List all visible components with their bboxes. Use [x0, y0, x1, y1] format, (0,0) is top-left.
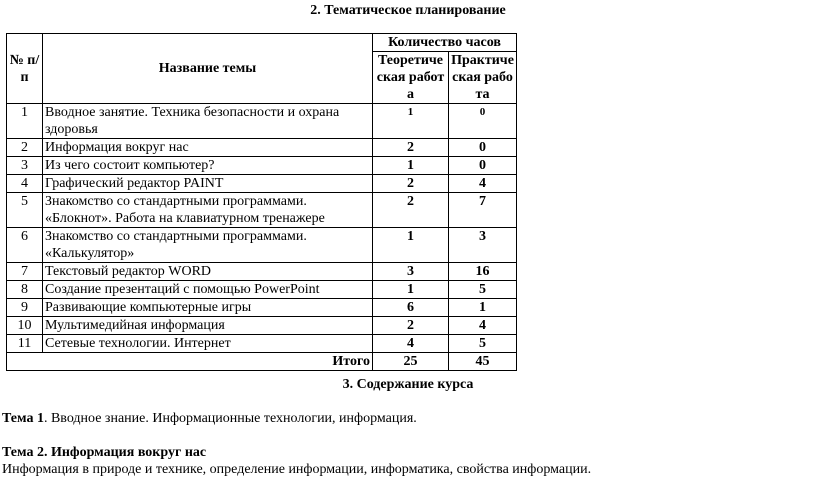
header-num: № п/п — [7, 34, 43, 104]
row-practice: 1 — [449, 299, 517, 317]
row-num: 3 — [7, 157, 43, 175]
table-row — [7, 335, 517, 353]
row-theory: 4 — [373, 335, 449, 353]
table-row — [7, 139, 517, 157]
row-num: 10 — [7, 317, 43, 335]
topic-1 — [2, 411, 417, 427]
row-name: Сетевые технологии. Интернет — [43, 335, 373, 353]
row-name: Вводное занятие. Техника безопасности и охрана здоровья — [43, 104, 373, 139]
header-hours: Количество часов — [373, 34, 517, 52]
row-name: Мультимедийная информация — [43, 317, 373, 335]
row-practice: 0 — [449, 139, 517, 157]
row-theory: 1 — [373, 157, 449, 175]
row-num: 2 — [7, 139, 43, 157]
row-num: 5 — [7, 193, 43, 228]
table-row — [7, 299, 517, 317]
total-practice: 45 — [449, 353, 517, 371]
row-name: Развивающие компьютерные игры — [43, 299, 373, 317]
table-row — [7, 317, 517, 335]
table-row — [7, 281, 517, 299]
row-theory: 6 — [373, 299, 449, 317]
header-theory-label: Теоретическая работа — [376, 53, 445, 102]
row-num: 1 — [7, 104, 43, 139]
row-practice: 5 — [449, 335, 517, 353]
row-practice: 4 — [449, 317, 517, 335]
row-num: 4 — [7, 175, 43, 193]
header-name: Название темы — [43, 34, 373, 104]
row-name: Знакомство со стандартными программами. «Калькулятор» — [43, 228, 373, 263]
row-num: 9 — [7, 299, 43, 317]
row-name: Из чего состоит компьютер? — [43, 157, 373, 175]
topic-1-text: . Вводное знание. Информационные технологии, информация. — [43, 411, 417, 426]
table-row — [7, 104, 517, 139]
table-row — [7, 175, 517, 193]
header-practice — [449, 52, 517, 104]
row-practice: 3 — [449, 228, 517, 263]
header-theory — [373, 52, 449, 104]
row-name: Текстовый редактор WORD — [43, 263, 373, 281]
topic-2-title — [2, 445, 206, 461]
row-num: 8 — [7, 281, 43, 299]
row-theory: 3 — [373, 263, 449, 281]
plan-heading: 2. Тематическое планирование — [310, 3, 506, 18]
row-num: 7 — [7, 263, 43, 281]
row-name: Графический редактор PAINT — [43, 175, 373, 193]
content-heading-text: 3. Содержание курса — [342, 377, 474, 392]
total-label: Итого — [7, 353, 373, 371]
table-row — [7, 157, 517, 175]
topic-2-text: Информация в природе и технике, определение информации, информатика, свойства информации. — [2, 462, 592, 477]
table-body — [7, 104, 517, 353]
row-name: Информация вокруг нас — [43, 139, 373, 157]
row-theory: 2 — [373, 317, 449, 335]
row-practice: 4 — [449, 175, 517, 193]
topic-1-label: Тема 1 — [2, 411, 44, 426]
row-practice: 0 — [449, 157, 517, 175]
table-row — [7, 228, 517, 263]
row-name: Создание презентаций с помощью PowerPoint — [43, 281, 373, 299]
row-practice: 7 — [449, 193, 517, 228]
table-row — [7, 263, 517, 281]
header-practice-label: Практическая работа — [451, 53, 514, 102]
total-theory: 25 — [373, 353, 449, 371]
row-num: 11 — [7, 335, 43, 353]
row-theory: 2 — [373, 175, 449, 193]
row-theory: 1 — [373, 281, 449, 299]
row-theory: 2 — [373, 193, 449, 228]
row-practice: 0 — [449, 104, 517, 139]
row-num: 6 — [7, 228, 43, 263]
row-theory: 2 — [373, 139, 449, 157]
row-practice: 16 — [449, 263, 517, 281]
row-name: Знакомство со стандартными программами. «Блокнот». Работа на клавиатурном тренажере — [43, 193, 373, 228]
row-practice: 5 — [449, 281, 517, 299]
row-theory: 1 — [373, 228, 449, 263]
row-theory: 1 — [373, 104, 449, 139]
total-row — [7, 353, 517, 371]
content-heading — [0, 377, 816, 393]
plan-table — [6, 33, 517, 371]
table-row — [7, 193, 517, 228]
topic-2-label: Тема 2. Информация вокруг нас — [2, 445, 207, 460]
